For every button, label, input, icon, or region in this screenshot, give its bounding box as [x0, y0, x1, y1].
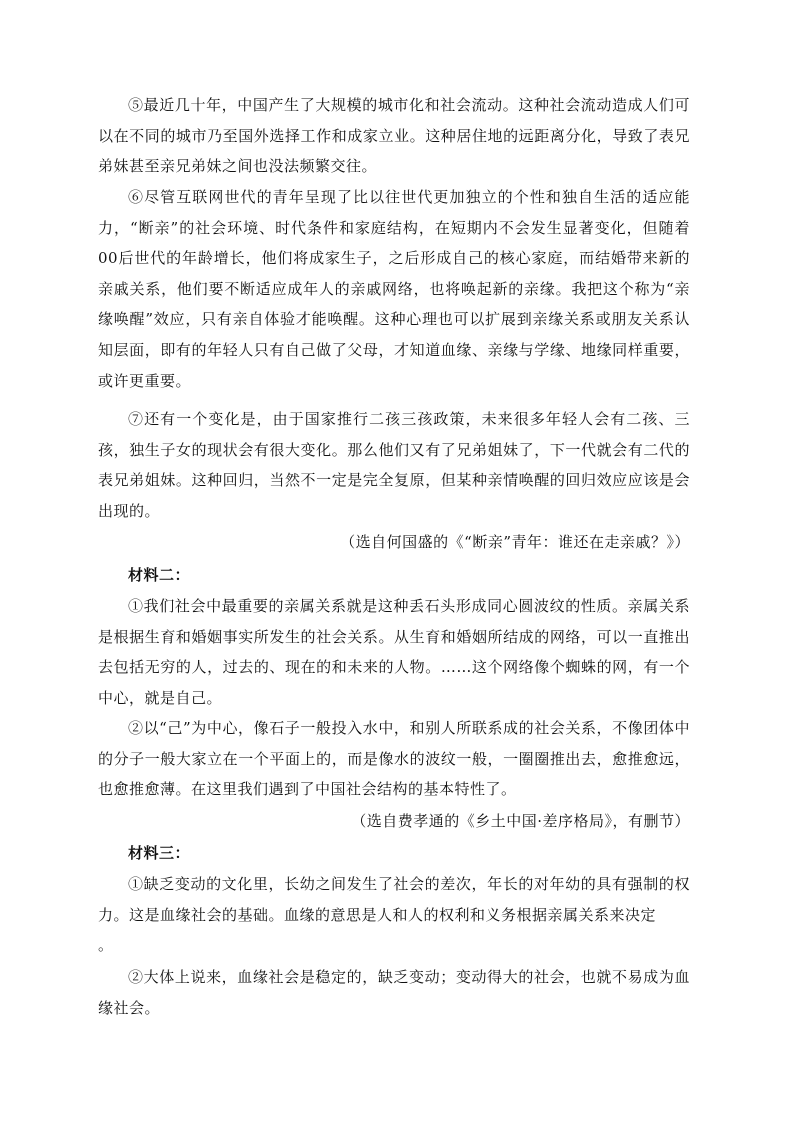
material-2-paragraph-1: ①我们社会中最重要的亲属关系就是这种丢石头形成同心圆波纹的性质。亲属关系是根据生育和婚姻事实所发生的社会关系。从生育和婚姻所结成的网络，可以一直推出去包括无穷的人，过去的、现在的和未来的人物。……这个网络像个蜘蛛的网，有一个中心，就是自己。	[98, 597, 690, 707]
source-citation-2: （选自费孝通的《乡土中国·差序格局》，有删节）	[351, 812, 690, 830]
paragraph-5: ⑤最近几十年，中国产生了大规模的城市化和社会流动。这种社会流动造成人们可以在不同的城市乃至国外选择工作和成家立业。这种居住地的远距离分化，导致了表兄弟妹甚至亲兄弟妹之间也没法频繁交往。	[98, 96, 690, 176]
paragraph-7: ⑦还有一个变化是，由于国家推行二孩三孩政策，未来很多年轻人会有二孩、三孩，独生子女的现状会有很大变化。那么他们又有了兄弟姐妹了，下一代就会有二代的表兄弟姐妹。这种回归，当然不一定是完全复原，但某种亲情唤醒的回归效应应该是会出现的。	[98, 410, 690, 520]
material-3-paragraph-2: ②大体上说来，血缘社会是稳定的，缺乏变动；变动得大的社会，也就不易成为血缘社会。	[98, 968, 690, 1017]
material-3-paragraph-1: ①缺乏变动的文化里，长幼之间发生了社会的差次，年长的对年幼的具有强制的权力。这是血缘社会的基础。血缘的意思是人和人的权利和义务根据亲属关系来决定	[98, 875, 690, 924]
source-citation-1: （选自何国盛的《“断亲”青年：谁还在走亲戚？》）	[340, 533, 690, 551]
paragraph-6: ⑥尽管互联网世代的青年呈现了比以往世代更加独立的个性和独自生活的适应能力，“断亲”的社会环境、时代条件和家庭结构，在短期内不会发生显著变化，但随着00后世代的年龄增长，他们将成家生子，之后形成自己的核心家庭，而结婚带来新的亲戚关系，他们要不断适应成年人的亲戚网络，也将唤起新的亲缘。我把这个称为“亲缘唤醒”效应，只有亲自体验才能唤醒。这种心理也可以扩展到亲缘关系或朋友关系认知层面，即有的年轻人只有自己做了父母，才知道血缘、亲缘与学缘、地缘同样重要，或许更重要。	[98, 188, 690, 390]
material-2-heading: 材料二：	[128, 566, 191, 584]
material-3-heading: 材料三：	[128, 844, 191, 862]
material-3-trailing-period: 。	[98, 936, 114, 954]
material-2-paragraph-2: ②以“己”为中心，像石子一般投入水中，和别人所联系成的社会关系，不像团体中的分子一般大家立在一个平面上的，而是像水的波纹一般，一圈圈推出去，愈推愈远，也愈推愈薄。在这里我们遇到了中国社会结构的基本特性了。	[98, 719, 690, 799]
